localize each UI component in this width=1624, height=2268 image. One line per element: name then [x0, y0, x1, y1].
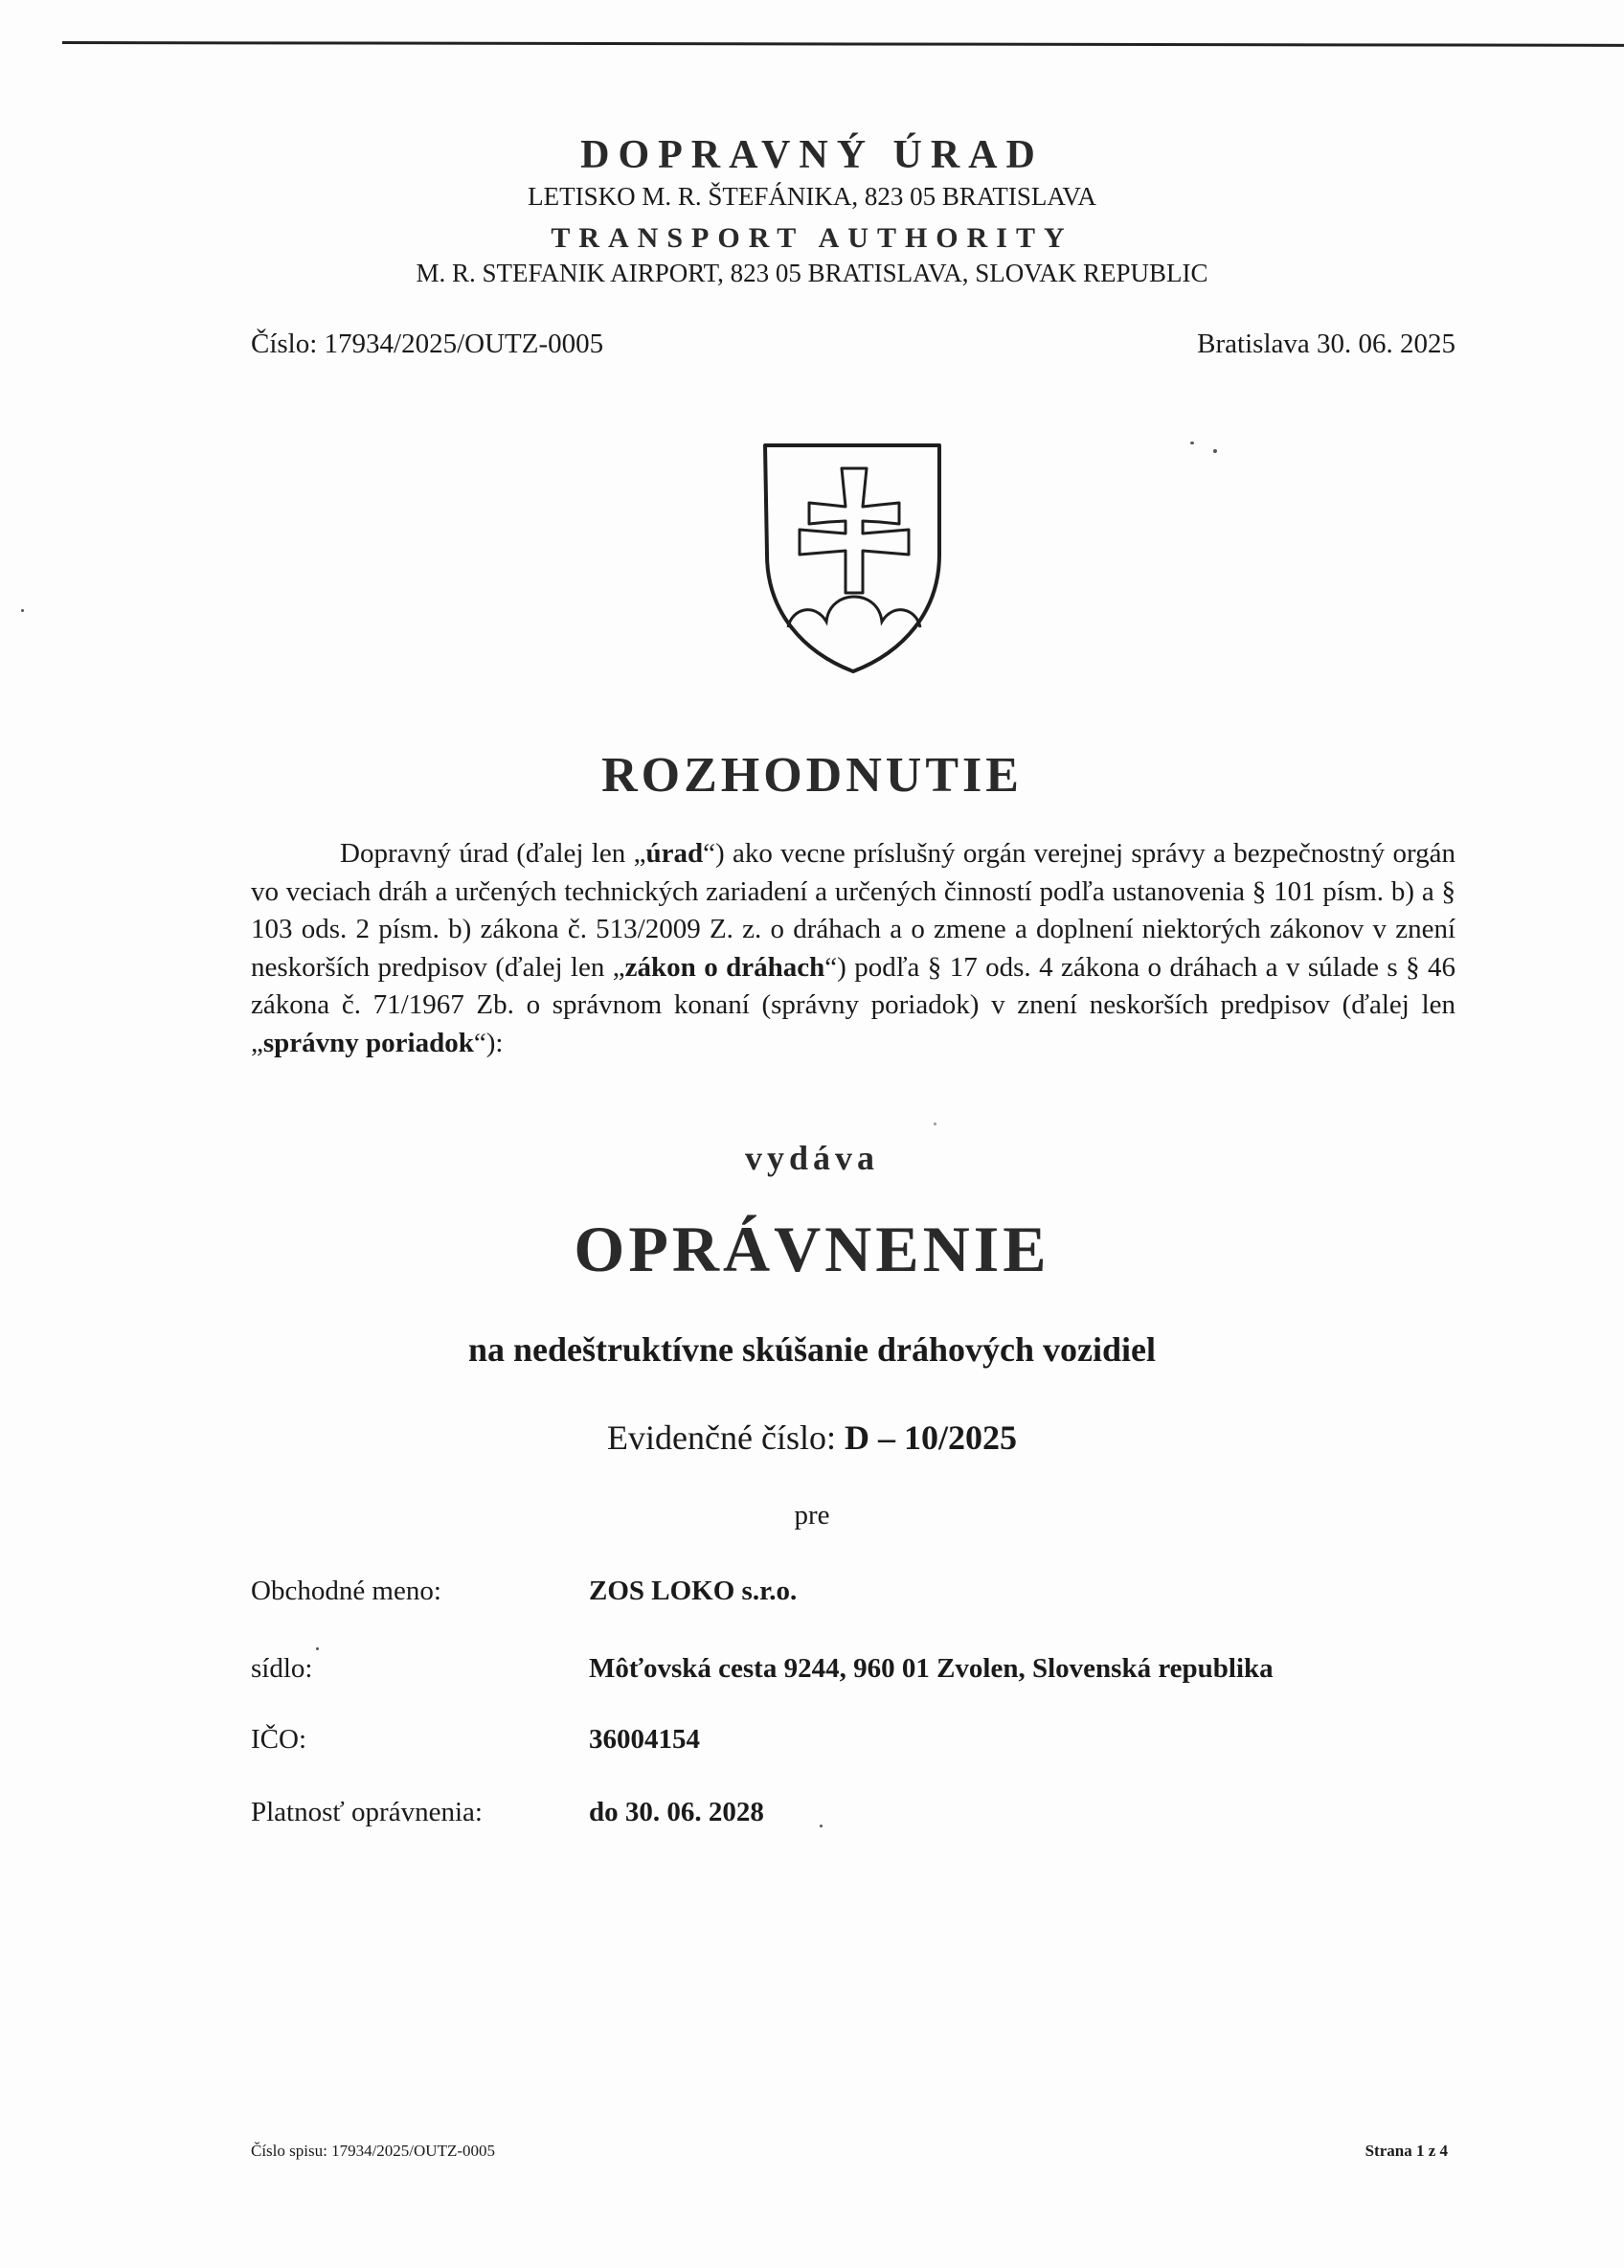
- scan-speck: [1190, 442, 1194, 444]
- scan-speck: [934, 1123, 936, 1125]
- permit-subtitle: na nedeštruktívne skúšanie dráhových vozidiel: [467, 1330, 1157, 1369]
- for-label: pre: [794, 1500, 830, 1531]
- page-number: Strana 1 z 4: [1365, 2142, 1448, 2160]
- evidence-number-line: [0, 1418, 1624, 1458]
- paragraph-text: “) ako vecne príslušný orgán verejnej správy a bezpečnostný orgán vo veciach dráh a určených technických zariadení a určených činností podľa ustanovenia § 101 písm. b) a § 103 ods. 2 písm. b) zákona č. 513/2009 Z. z. o dráhach a o zmene a doplnení niektorých zákonov v znení neskorších predpisov (ďalej len „: [251, 838, 1455, 983]
- authority-address-en: M. R. STEFANIK AIRPORT, 823 05 BRATISLAVA, SLOVAK REPUBLIC: [416, 259, 1208, 287]
- paragraph-bold-term: zákon o dráhach: [624, 951, 825, 983]
- scan-speck: [316, 1647, 319, 1650]
- holder-field-seat: [251, 1653, 1274, 1685]
- scan-speck: [21, 609, 24, 612]
- top-rule: [62, 41, 1624, 47]
- page-footer: [251, 2142, 1448, 2161]
- field-value: ZOS LOKO s.r.o.: [589, 1576, 798, 1606]
- file-number: Číslo spisu: 17934/2025/OUTZ-0005: [251, 2142, 496, 2160]
- field-label: Platnosť oprávnenia:: [251, 1797, 483, 1827]
- evidence-number: D – 10/2025: [844, 1418, 1017, 1457]
- reference-number: Číslo: 17934/2025/OUTZ-0005: [251, 329, 604, 359]
- decision-title: ROZHODNUTIE: [601, 748, 1023, 803]
- field-value: 36004154: [589, 1724, 700, 1755]
- holder-field-ico: [251, 1724, 700, 1756]
- holder-field-validity: [251, 1797, 764, 1828]
- holder-field-name: [251, 1576, 797, 1607]
- paragraph-bold-term: správny poriadok: [262, 1027, 474, 1058]
- paragraph-text: “) podľa § 17 ods. 4 zákona o dráhach a v súlade s § 46 zákona č. 71/1967 Zb. o správnom konaní (správny poriadok) v znení neskorších predpisov (ďalej len „: [251, 951, 1455, 1058]
- evidence-label: Evidenčné číslo:: [607, 1418, 845, 1457]
- decision-paragraph: [251, 835, 1455, 1062]
- place-date: Bratislava 30. 06. 2025: [1197, 329, 1455, 359]
- paragraph-text: Dopravný úrad (ďalej len „: [340, 838, 646, 869]
- paragraph-bold-term: úrad: [645, 838, 704, 869]
- field-label: sídlo:: [251, 1653, 313, 1684]
- authority-name-sk: DOPRAVNÝ ÚRAD: [580, 133, 1044, 177]
- field-label: Obchodné meno:: [251, 1576, 441, 1606]
- authority-name-en: TRANSPORT AUTHORITY: [551, 222, 1073, 254]
- authority-address-sk: LETISKO M. R. ŠTEFÁNIKA, 823 05 BRATISLAVA: [528, 182, 1096, 211]
- slovak-coat-of-arms-icon: [759, 440, 947, 675]
- scan-speck: [1213, 449, 1217, 453]
- field-label: IČO:: [251, 1724, 306, 1755]
- scan-speck: [820, 1825, 823, 1827]
- field-value: Môťovská cesta 9244, 960 01 Zvolen, Slovenská republika: [589, 1653, 1274, 1684]
- paragraph-text: “):: [473, 1027, 504, 1058]
- permit-title: OPRÁVNENIE: [574, 1213, 1050, 1285]
- issues-label: vydáva: [744, 1139, 880, 1177]
- reference-row: [251, 329, 1455, 360]
- field-value: do 30. 06. 2028: [589, 1797, 764, 1827]
